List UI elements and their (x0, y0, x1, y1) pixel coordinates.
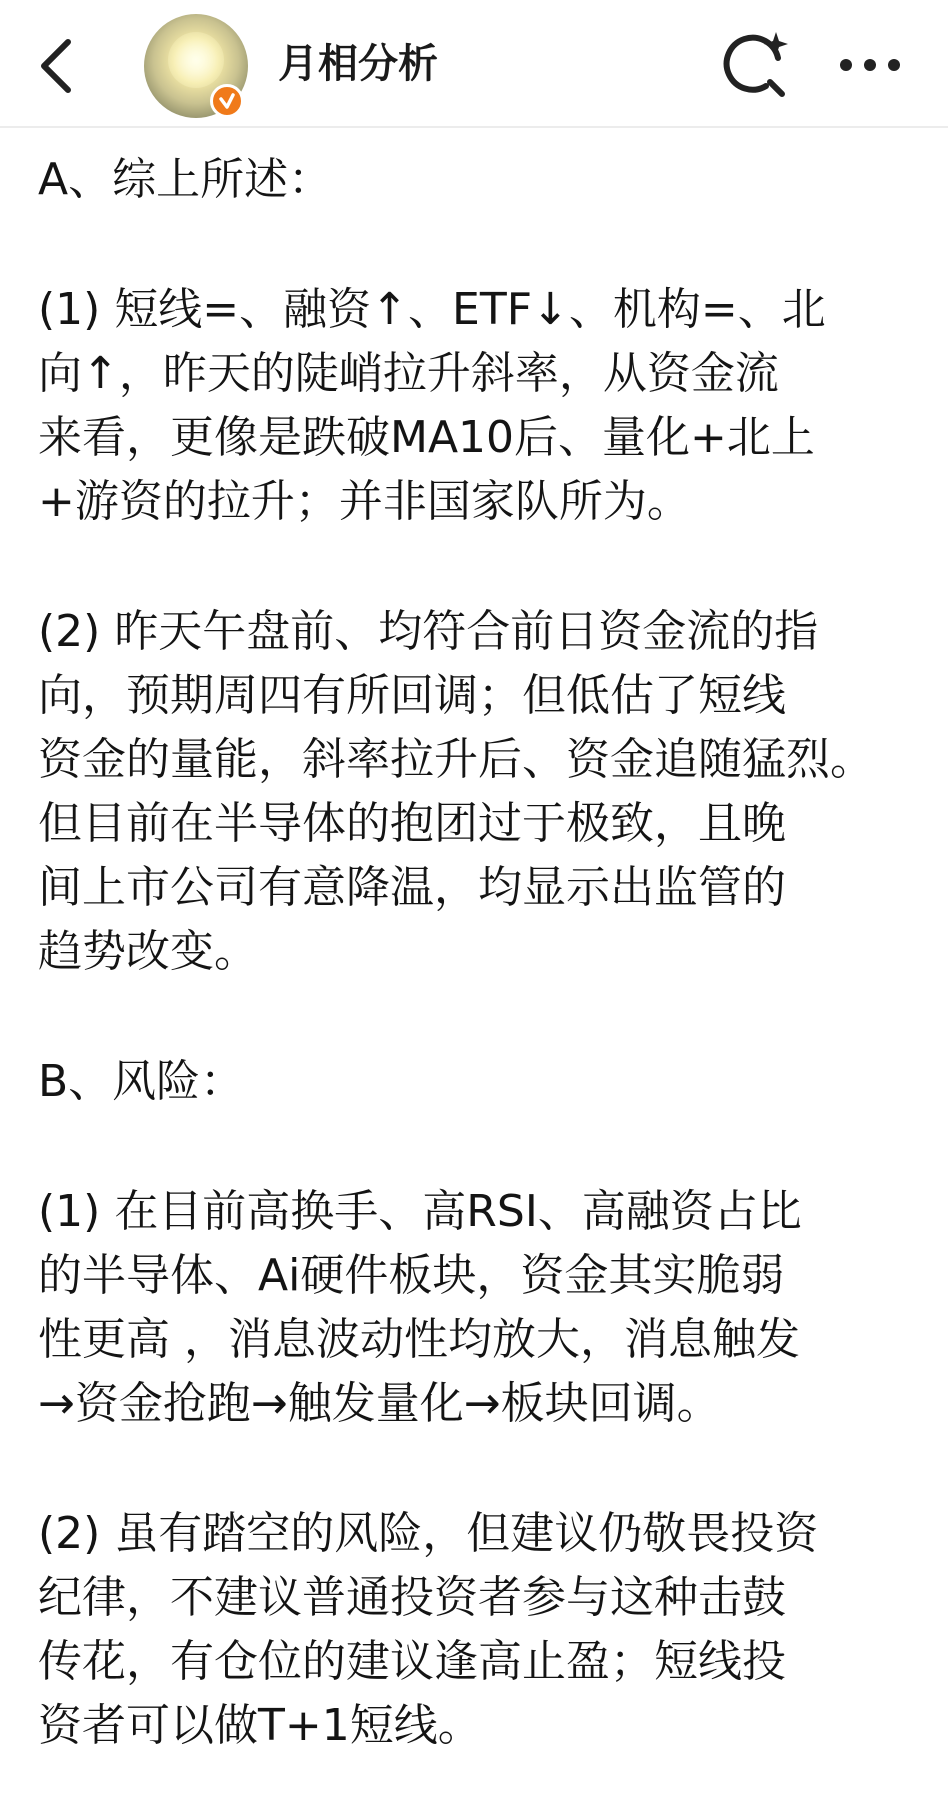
section-b-paragraph-1 (38, 1180, 910, 1436)
top-nav-bar (0, 0, 948, 128)
checkmark-icon (213, 87, 241, 115)
text-line: 资者可以做T+1短线。 (38, 1700, 482, 1751)
text-line: 性更高 ，消息波动性均放大，消息触发 (38, 1314, 800, 1365)
refresh-button[interactable] (720, 28, 792, 100)
text-line: 向↑，昨天的陡峭拉升斜率，从资金流 (38, 348, 779, 399)
section-a-paragraph-2 (38, 600, 910, 984)
page-title[interactable]: 月相分析 (278, 41, 438, 87)
text-line: 资金的量能，斜率拉升后、资金追随猛烈。 (38, 734, 874, 785)
text-line: 来看，更像是跌破MA10后、量化+北上 (38, 412, 815, 463)
verified-badge (210, 84, 244, 118)
section-b-heading: B、风险： (38, 1056, 245, 1107)
text-line: (2) 虽有踏空的风险，但建议仍敬畏投资 (38, 1508, 819, 1559)
text-line: 传花，有仓位的建议逢高止盈；短线投 (38, 1636, 786, 1687)
section-a-heading: A、综上所述： (38, 154, 333, 205)
text-line: →资金抢跑→触发量化→板块回调。 (38, 1378, 721, 1429)
text-line: 向，预期周四有所回调；但低估了短线 (38, 670, 786, 721)
back-button[interactable] (30, 30, 90, 100)
article-body (0, 148, 948, 1758)
text-line: (1) 在目前高换手、高RSI、高融资占比 (38, 1186, 802, 1237)
text-line: 趋势改变。 (38, 926, 258, 977)
text-line: (1) 短线=、融资↑、ETF↓、机构=、北 (38, 284, 826, 335)
refresh-sparkle-icon (720, 28, 792, 100)
chevron-left-icon (30, 30, 90, 100)
text-line: 的半导体、Ai硬件板块，资金其实脆弱 (38, 1250, 785, 1301)
text-line: 但目前在半导体的抱团过于极致，且晚 (38, 798, 786, 849)
section-b-paragraph-2 (38, 1502, 910, 1758)
more-options-button[interactable] (830, 40, 910, 90)
text-line: 间上市公司有意降温，均显示出监管的 (38, 862, 786, 913)
text-line: +游资的拉升；并非国家队所为。 (38, 476, 691, 527)
text-line: (2) 昨天午盘前、均符合前日资金流的指 (38, 606, 819, 657)
moon-image (168, 32, 224, 88)
section-a-paragraph-1 (38, 278, 910, 534)
more-dots-icon (830, 40, 910, 90)
text-line: 纪律，不建议普通投资者参与这种击鼓 (38, 1572, 786, 1623)
